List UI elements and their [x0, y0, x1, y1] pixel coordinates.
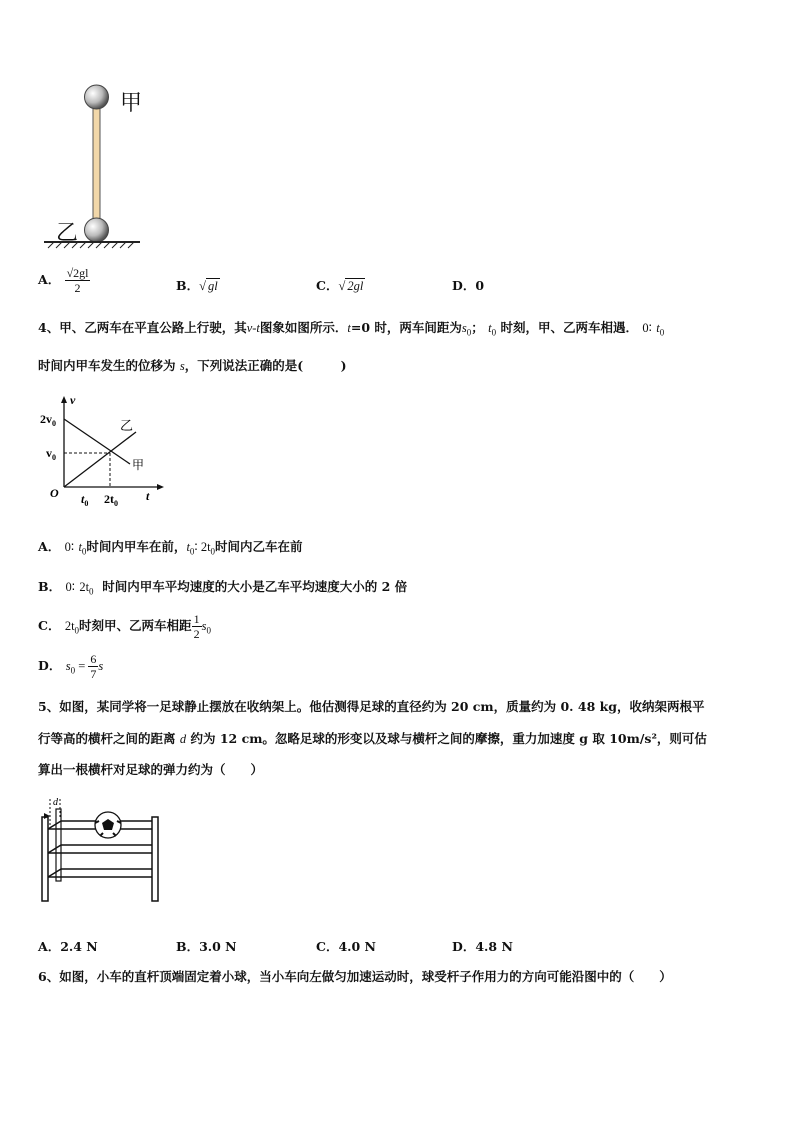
- shelf-left-post: [42, 817, 48, 901]
- vt-line-yi: [64, 432, 136, 487]
- vt-label-yi: 乙: [120, 419, 134, 434]
- q3-option-b[interactable]: B．√ gl: [176, 278, 218, 293]
- q3-option-d[interactable]: D．0: [452, 278, 485, 293]
- q5-stem-line2: 行等高的横杆之间的距离 d 约为 12 cm。忽略足球的形变以及球与横杆之间的摩擦，重力加速度 g 取 10m/s²，则可估: [38, 731, 707, 746]
- q5-stem-line3: 算出一根横杆对足球的弹力约为（ ）: [38, 762, 264, 777]
- q5-option-a[interactable]: A．2.4 N: [38, 939, 98, 954]
- q5-option-b[interactable]: B．3.0 N: [176, 939, 237, 954]
- q4-option-d[interactable]: D． $s_0$ = $\frac{6}{7}$ s: [38, 652, 104, 681]
- shelf-football-figure: [38, 795, 164, 903]
- q4-option-b[interactable]: B． 0∶ $2t_0$ 时间内甲车平均速度的大小是乙车平均速度大小的 2 倍: [38, 579, 408, 597]
- vt-tick-t0: $t_0$: [81, 492, 89, 507]
- ball-top: [85, 85, 109, 109]
- q4-stem-line1: 4、甲、乙两车在平直公路上行驶，其v-t图象如图所示．t=0 时，两车间距为$s_0$； $t_0$ 时刻，甲、乙两车相遇． 0∶ $t_0$: [38, 320, 665, 338]
- shelf-right-post: [152, 817, 158, 901]
- rod: [93, 104, 100, 224]
- vt-tick-2v0: $2v_0$: [40, 412, 56, 428]
- q6-stem-line1: 6、如图，小车的直杆顶端固定着小球，当小车向左做匀加速运动时，球受杆子作用力的方向可能沿图中的（ ）: [38, 969, 672, 984]
- q4-stem-line2: 时间内甲车发生的位移为 s，下列说法正确的是( ): [38, 358, 347, 373]
- vt-tick-v0: $v_0$: [46, 446, 56, 462]
- q4-option-c[interactable]: C． $2t_0$时刻甲、乙两车相距 $\frac{1}{2}$ $s_0$: [38, 612, 211, 641]
- q5-option-d[interactable]: D．4.8 N: [452, 939, 513, 954]
- vt-y-axis-label: v: [70, 393, 76, 407]
- label-yi: 乙: [56, 221, 79, 246]
- q5-stem-line1: 5、如图，某同学将一足球静止摆放在收纳架上。他估测得足球的直径约为 20 cm，质量约为 0. 48 kg，收纳架两根平: [38, 699, 705, 714]
- vt-tick-2t0: $2t_0$: [104, 492, 118, 507]
- vt-label-jia: 甲: [132, 458, 145, 472]
- fig-d-label: d: [53, 797, 58, 808]
- q4-option-a[interactable]: A． 0∶ $t_0$时间内甲车在前，$t_0∶$ $2t_0$时间内乙车在前: [38, 539, 303, 557]
- ball-bottom: [85, 218, 109, 242]
- vt-origin-label: O: [50, 486, 59, 500]
- q5-option-c[interactable]: C．4.0 N: [316, 939, 376, 954]
- vt-x-axis-label: t: [146, 489, 150, 503]
- q3-option-a-fraction: $\frac{√2gl}{2}$: [66, 266, 89, 295]
- vt-x-arrow: [157, 484, 164, 490]
- vt-graph: [38, 392, 168, 507]
- vt-y-arrow: [61, 396, 67, 403]
- label-jia: 甲: [120, 91, 143, 116]
- q3-option-c[interactable]: C．√ 2gl: [316, 278, 364, 293]
- q3-option-a[interactable]: A． $\frac{√2gl}{2}$: [38, 266, 89, 295]
